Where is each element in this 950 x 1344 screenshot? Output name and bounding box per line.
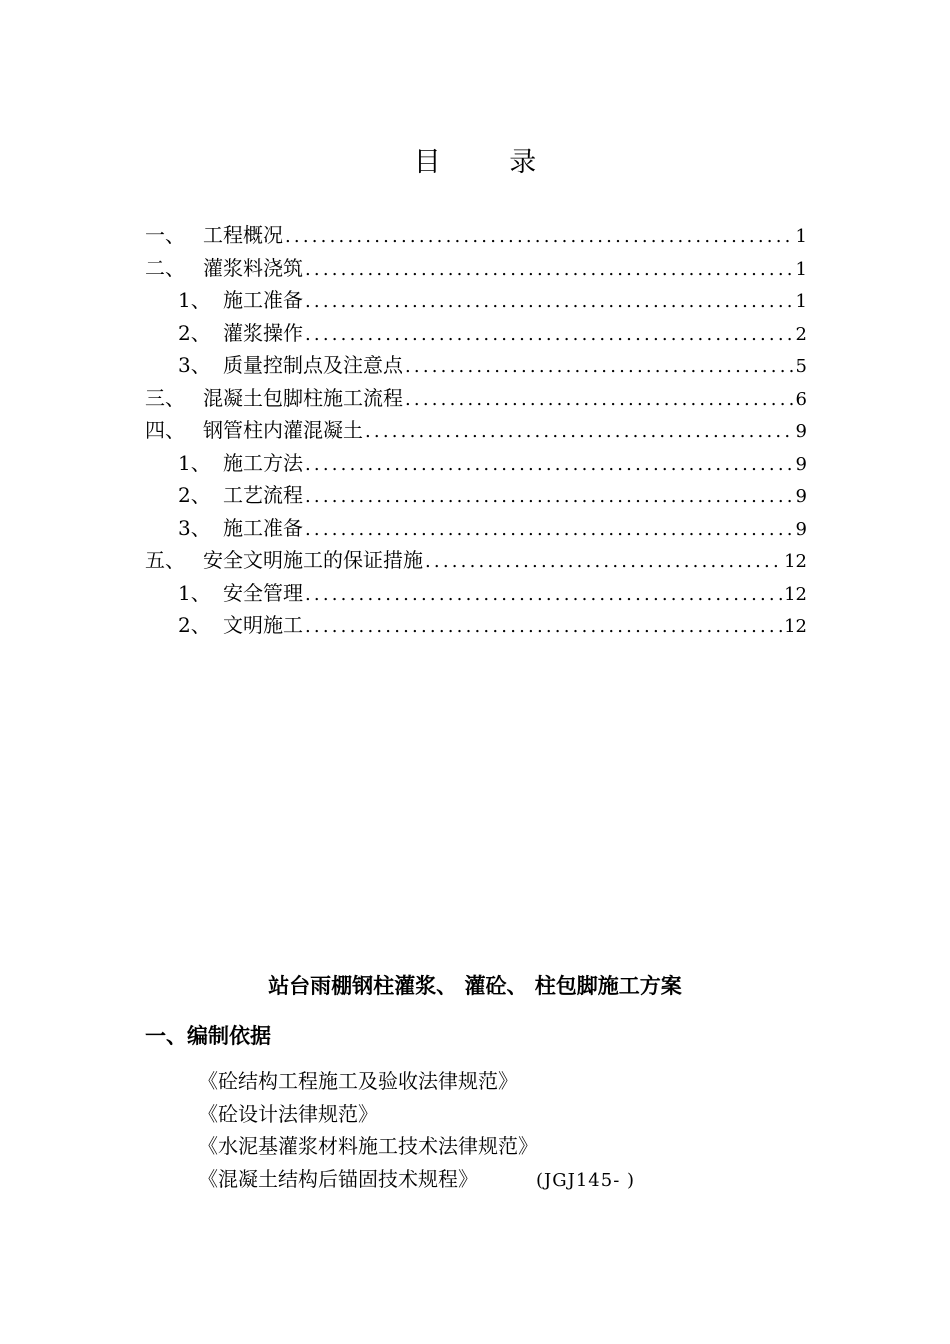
toc-leader-dots bbox=[425, 546, 782, 579]
toc-entry-title: 质量控制点及注意点 bbox=[223, 353, 403, 377]
reference-title: 《混凝土结构后锚固技术规程》 bbox=[198, 1166, 478, 1191]
toc-leader-dots bbox=[305, 611, 782, 644]
toc-entry-title: 工艺流程 bbox=[223, 483, 303, 507]
toc-subentry[interactable] bbox=[145, 317, 807, 350]
toc-entry-page: 5 bbox=[795, 356, 807, 377]
toc-entry[interactable] bbox=[145, 382, 807, 415]
toc-leader-dots bbox=[405, 384, 794, 417]
toc-entry-title: 施工准备 bbox=[223, 515, 303, 540]
toc-entry-number: 1、 bbox=[178, 288, 211, 312]
toc-leader-dots bbox=[305, 286, 794, 319]
toc-leader-dots bbox=[305, 254, 794, 287]
toc-entry-title: 安全管理 bbox=[223, 580, 303, 605]
toc-entry-number: 2、 bbox=[178, 483, 211, 507]
toc-leader-dots bbox=[305, 481, 794, 514]
toc-leader-dots bbox=[305, 579, 782, 612]
reference-title: 《水泥基灌浆材料施工技术法律规范》 bbox=[198, 1134, 538, 1158]
toc-entry-title: 施工方法 bbox=[223, 450, 303, 475]
toc-entry-number: 四、 bbox=[145, 418, 185, 442]
reference-list bbox=[198, 1065, 635, 1195]
toc-entry-title: 施工准备 bbox=[223, 288, 303, 312]
toc-subentry[interactable] bbox=[145, 609, 807, 642]
toc-entry-number: 1、 bbox=[178, 450, 211, 475]
toc-entry-number: 2、 bbox=[178, 320, 211, 345]
toc-leader-dots bbox=[405, 351, 794, 384]
toc-entry-page: 2 bbox=[795, 323, 807, 345]
toc-entry[interactable] bbox=[145, 414, 807, 447]
toc-entry-number: 3、 bbox=[178, 515, 211, 540]
toc-entry-number: 三、 bbox=[145, 385, 185, 410]
toc-entry[interactable] bbox=[145, 219, 807, 252]
toc-entry-page: 9 bbox=[795, 421, 807, 442]
toc-title: 目 录 bbox=[413, 147, 567, 178]
reference-item bbox=[198, 1130, 635, 1163]
toc-entry-page: 1 bbox=[795, 226, 807, 247]
toc-entry-number: 五、 bbox=[145, 548, 185, 572]
toc-entry-page: 6 bbox=[795, 388, 807, 410]
toc-entry-page: 12 bbox=[784, 551, 807, 572]
toc-subentry[interactable] bbox=[145, 577, 807, 610]
toc-entry-title: 灌浆操作 bbox=[223, 320, 303, 345]
toc-entry-number: 一、 bbox=[145, 223, 185, 247]
toc-entry-page: 9 bbox=[795, 453, 807, 475]
toc-subentry[interactable] bbox=[145, 349, 807, 382]
toc-entry-number: 2、 bbox=[178, 613, 211, 637]
toc-entry-number: 二、 bbox=[145, 255, 185, 280]
reference-code: (JGJ145- ) bbox=[536, 1169, 636, 1191]
reference-title: 《砼结构工程施工及验收法律规范》 bbox=[198, 1069, 518, 1093]
reference-item bbox=[198, 1065, 635, 1098]
toc-entry-title: 灌浆料浇筑 bbox=[203, 255, 303, 280]
reference-item bbox=[198, 1098, 635, 1131]
toc-entry-page: 9 bbox=[795, 518, 807, 540]
toc-leader-dots bbox=[285, 221, 794, 254]
toc-leader-dots bbox=[305, 449, 794, 482]
section-heading: 一、编制依据 bbox=[145, 1024, 271, 1048]
toc-entry-page: 1 bbox=[795, 258, 807, 280]
toc-entry-page: 12 bbox=[784, 616, 807, 637]
toc-subentry[interactable] bbox=[145, 479, 807, 512]
toc-entry-page: 9 bbox=[795, 486, 807, 507]
toc-entry[interactable] bbox=[145, 252, 807, 285]
toc-subentry[interactable] bbox=[145, 447, 807, 480]
toc-entry-page: 12 bbox=[784, 583, 807, 605]
toc-entry-title: 文明施工 bbox=[223, 613, 303, 637]
toc-entry-number: 3、 bbox=[178, 353, 211, 377]
toc-subentry[interactable] bbox=[145, 284, 807, 317]
toc-leader-dots bbox=[365, 416, 794, 449]
reference-item bbox=[198, 1163, 635, 1196]
toc-entry[interactable] bbox=[145, 544, 807, 577]
document-title: 站台雨棚钢柱灌浆、 灌砼、 柱包脚施工方案 bbox=[268, 974, 682, 998]
toc-entry-title: 钢管柱内灌混凝土 bbox=[203, 418, 363, 442]
toc-leader-dots bbox=[305, 514, 794, 547]
toc-entry-title: 安全文明施工的保证措施 bbox=[203, 548, 423, 572]
toc-subentry[interactable] bbox=[145, 512, 807, 545]
toc-entry-page: 1 bbox=[795, 291, 807, 312]
toc-entry-number: 1、 bbox=[178, 580, 211, 605]
reference-title: 《砼设计法律规范》 bbox=[198, 1101, 378, 1126]
toc-entry-title: 工程概况 bbox=[203, 223, 283, 247]
toc-entry-title: 混凝土包脚柱施工流程 bbox=[203, 385, 403, 410]
toc-leader-dots bbox=[305, 319, 794, 352]
table-of-contents bbox=[145, 219, 807, 642]
